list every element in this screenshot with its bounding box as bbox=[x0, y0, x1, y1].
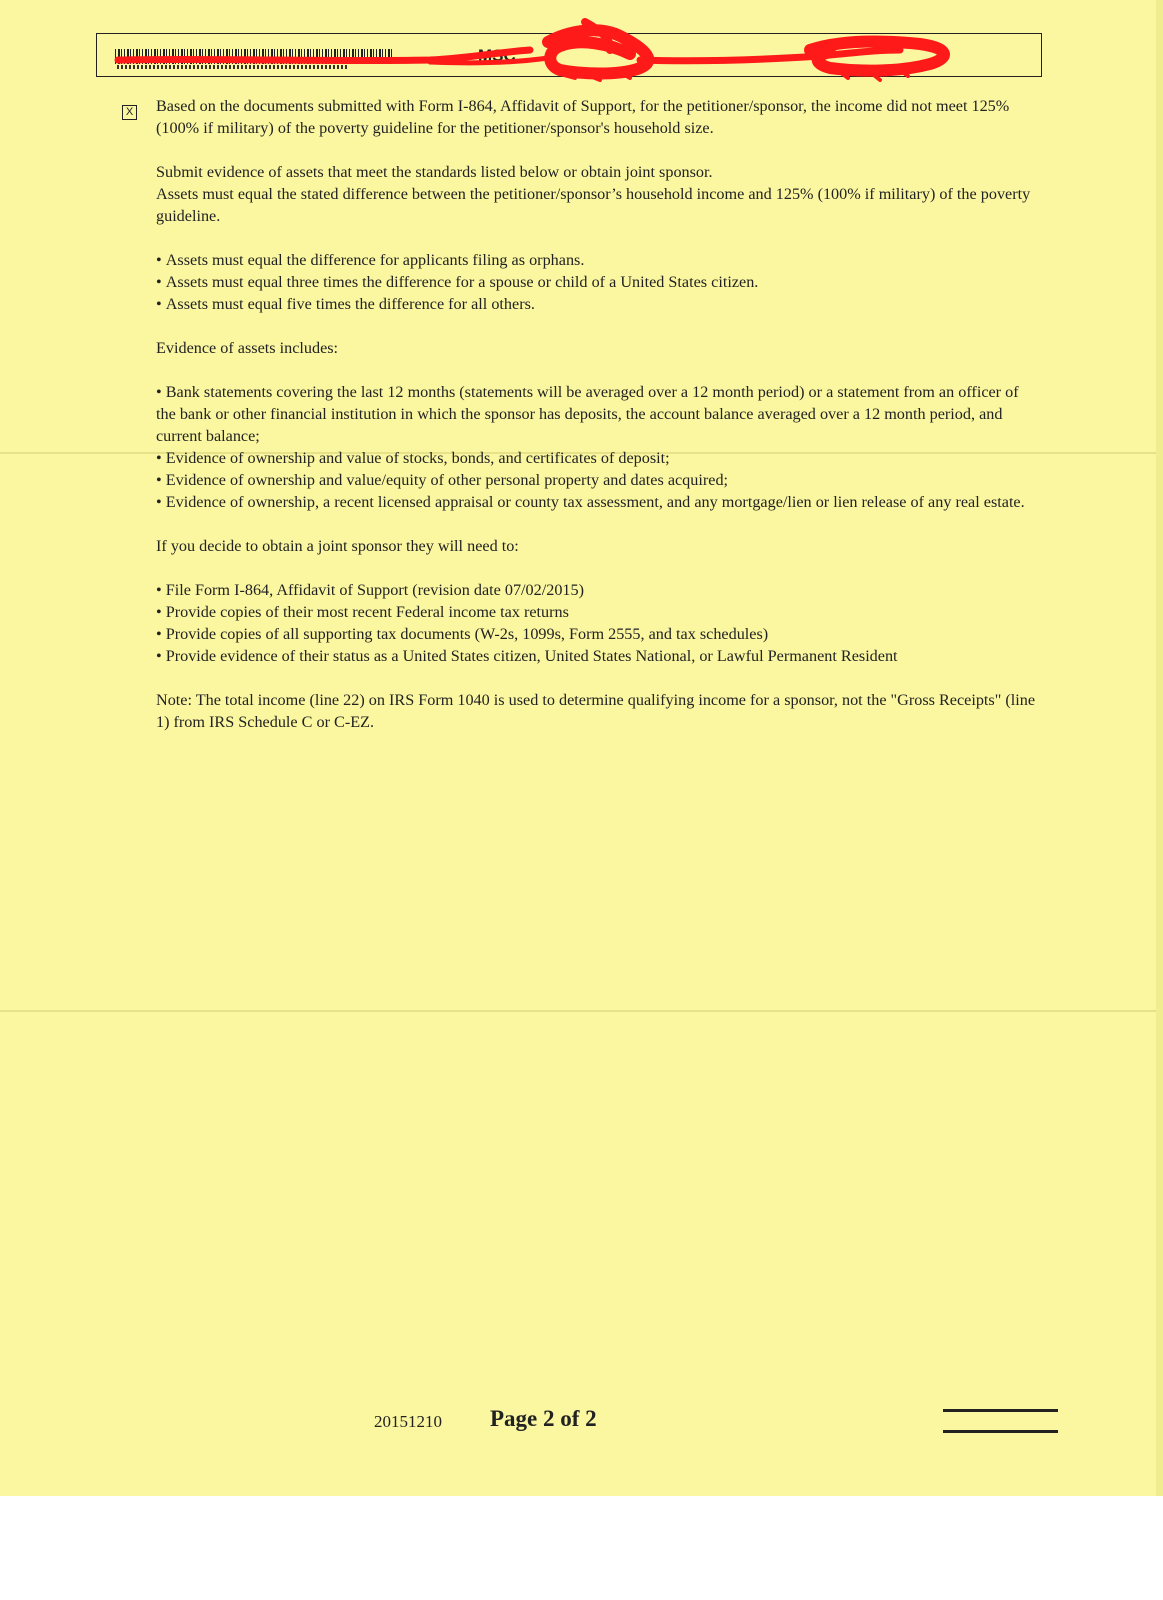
evidence-heading: Evidence of assets includes: bbox=[156, 339, 339, 357]
list-item: • Evidence of ownership and value of stocks, bonds, and certificates of deposit; bbox=[156, 447, 1036, 469]
intro-paragraph: Based on the documents submitted with Form I-864, Affidavit of Support, for the petitioner/sponsor, the income did not meet 125% (100% if military) of the poverty guideline for the petitioner/sponsor's household size. bbox=[156, 97, 1010, 137]
header-box bbox=[96, 33, 1042, 77]
list-item: • Assets must equal the difference for applicants filing as orphans. bbox=[156, 249, 1036, 271]
submit-evidence-line: Submit evidence of assets that meet the standards listed below or obtain joint sponsor. bbox=[156, 163, 713, 181]
page-number: Page 2 of 2 bbox=[490, 1406, 597, 1431]
list-item: • Provide copies of all supporting tax documents (W-2s, 1099s, Form 2555, and tax schedules) bbox=[156, 623, 1036, 645]
receipt-number-label: MSC bbox=[478, 46, 516, 65]
list-item: • Provide evidence of their status as a United States citizen, United States National, or Lawful Permanent Resident bbox=[156, 645, 1036, 667]
checkbox-mark: X bbox=[125, 106, 134, 118]
barcode-text bbox=[117, 65, 347, 69]
list-item: • Assets must equal three times the difference for a spouse or child of a United States citizen. bbox=[156, 271, 1036, 293]
checked-checkbox bbox=[122, 105, 137, 120]
barcode bbox=[115, 49, 393, 64]
list-item: • Assets must equal five times the difference for all others. bbox=[156, 293, 1036, 315]
page-edge bbox=[1156, 0, 1163, 1496]
fold-crease bbox=[0, 1010, 1163, 1012]
list-item: • Provide copies of their most recent Federal income tax returns bbox=[156, 601, 1036, 623]
list-item: • Bank statements covering the last 12 months (statements will be averaged over a 12 month period) or a statement from an officer of the bank or other financial institution in which the sponsor has deposits, the account balance averaged over a 12 month period, and current balance; bbox=[156, 381, 1036, 447]
list-item: • File Form I-864, Affidavit of Support (revision date 07/02/2015) bbox=[156, 579, 1036, 601]
footer-rule bbox=[943, 1430, 1058, 1433]
date-code: 20151210 bbox=[374, 1412, 442, 1431]
footer-rule bbox=[943, 1409, 1058, 1412]
note-paragraph: Note: The total income (line 22) on IRS Form 1040 is used to determine qualifying income for a sponsor, not the "Gross Receipts" (line 1) from IRS Schedule C or C-EZ. bbox=[156, 691, 1036, 731]
list-item: • Evidence of ownership, a recent licensed appraisal or county tax assessment, and any mortgage/lien or lien release of any real estate. bbox=[156, 491, 1036, 513]
list-item: • Evidence of ownership and value/equity of other personal property and dates acquired; bbox=[156, 469, 1036, 491]
assets-requirement-line: Assets must equal the stated difference between the petitioner/sponsor’s household income and 125% (100% if military) of the poverty guideline. bbox=[156, 185, 1031, 225]
joint-sponsor-heading: If you decide to obtain a joint sponsor they will need to: bbox=[156, 537, 519, 555]
letter-body bbox=[156, 95, 1036, 733]
